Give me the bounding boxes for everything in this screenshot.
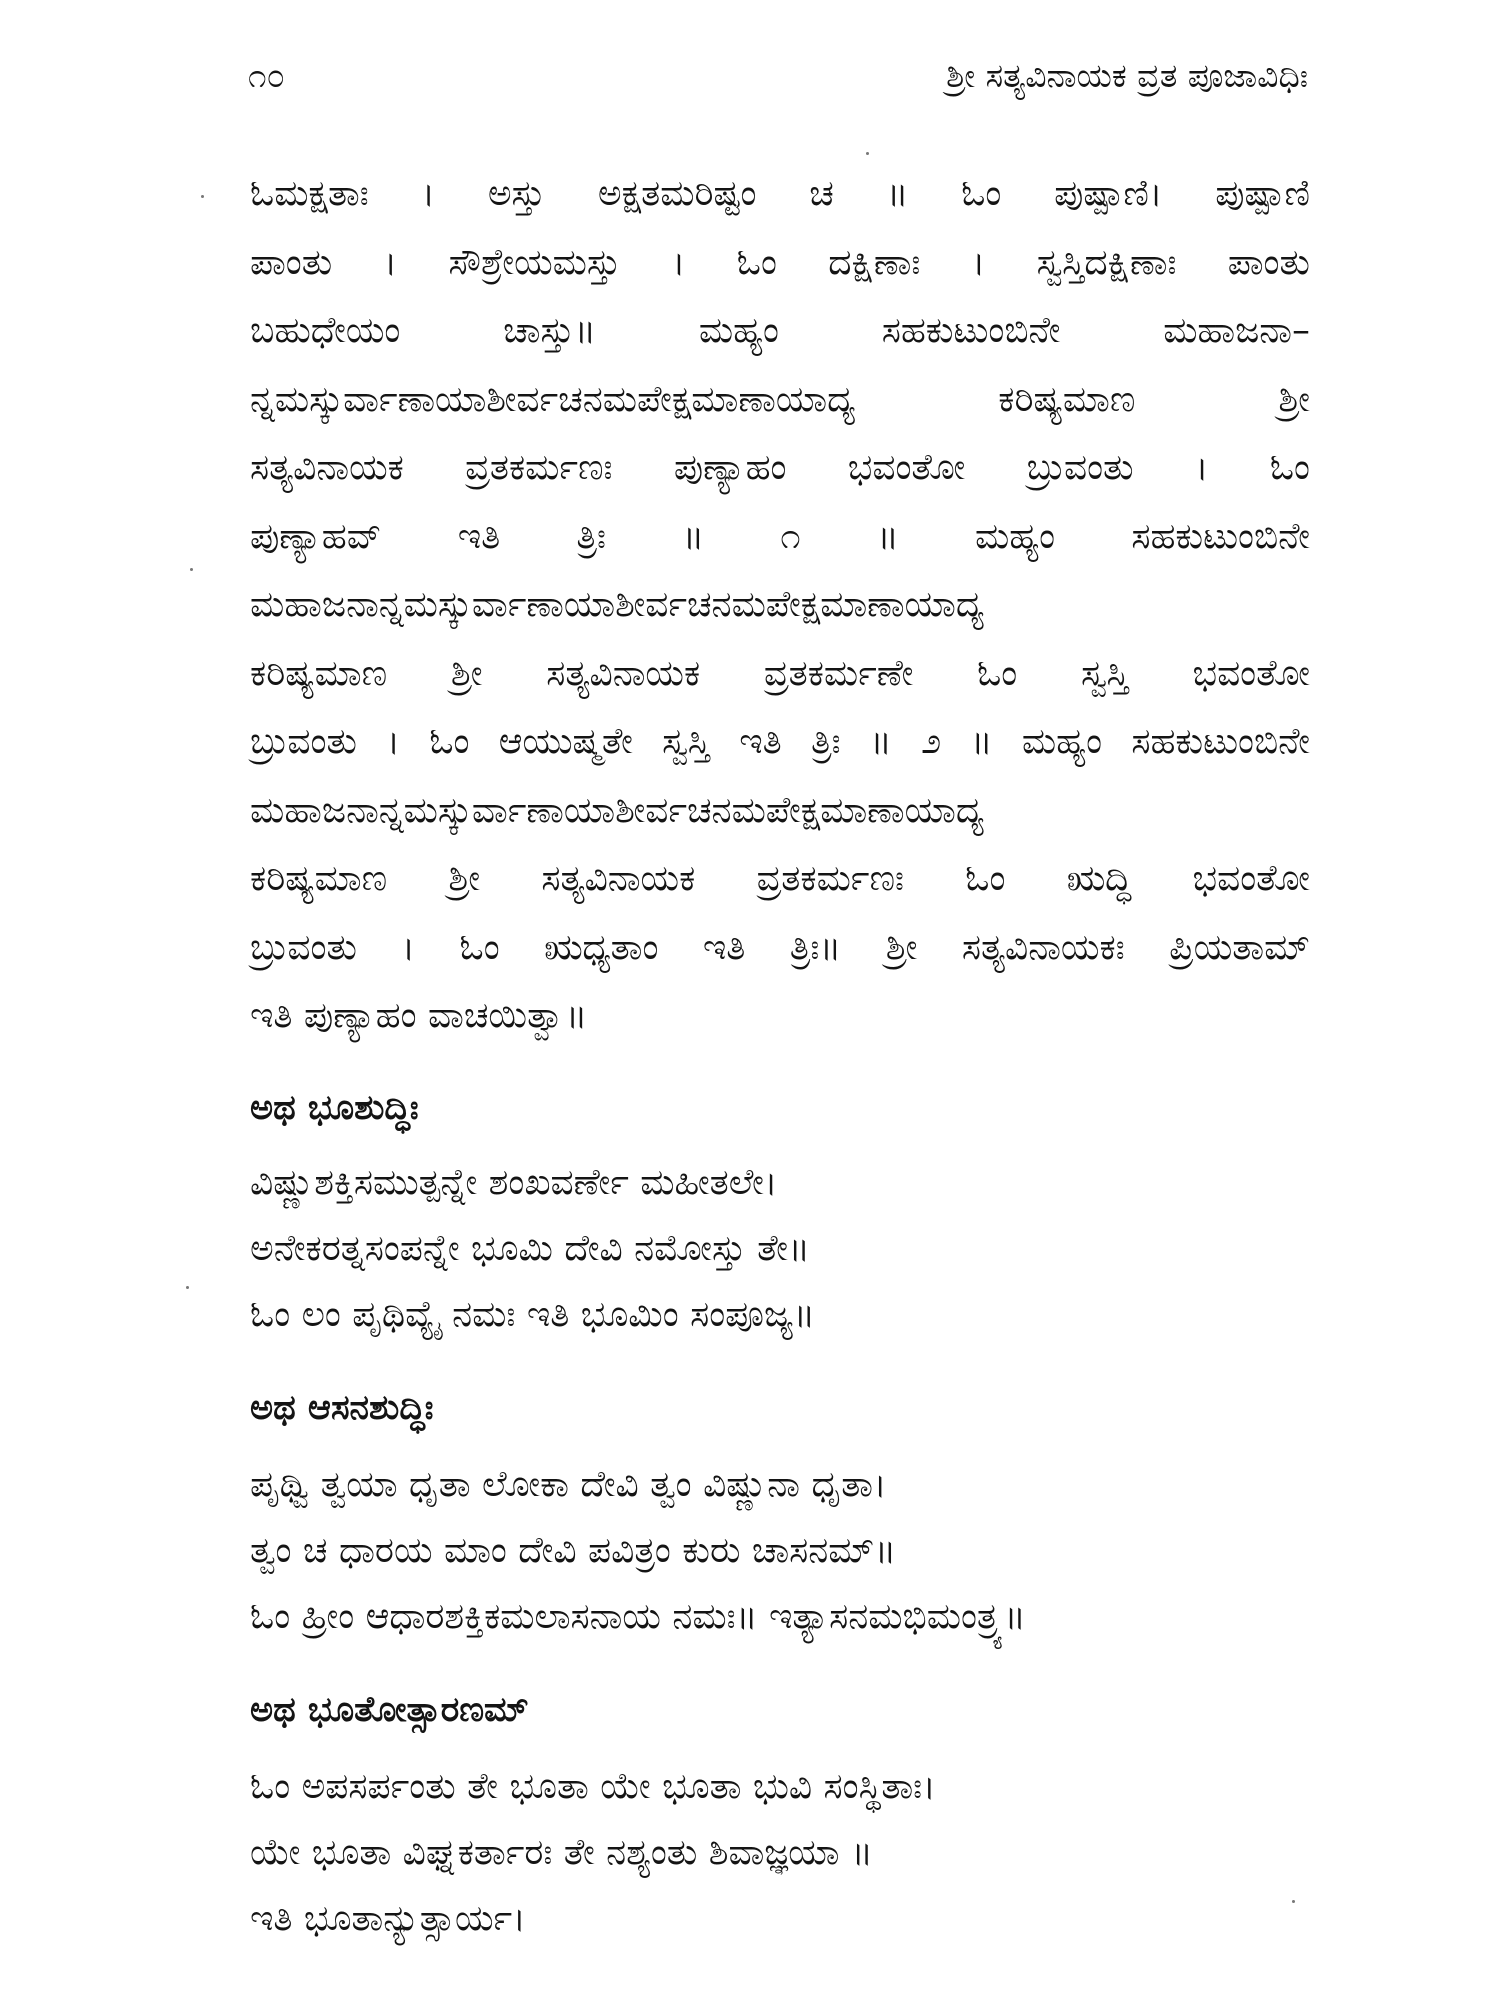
paragraph-line: ಪಾಂತು । ಸೌಶ್ರೇಯಮಸ್ತು । ಓಂ ದಕ್ಷಿಣಾಃ । ಸ್ವಸ್ತಿದಕ್ಷಿಣಾಃ ಪಾಂತು (250, 241, 1310, 283)
verse-line: ಅನೇಕರತ್ನಸಂಪನ್ನೇ ಭೂಮಿ ದೇವಿ ನಮೋಸ್ತು ತೇ॥ (250, 1228, 810, 1269)
verse-bhutotsaranam (250, 1754, 936, 1952)
scan-speck (866, 152, 869, 155)
verse-bhushuddhi (250, 1150, 815, 1348)
verse-line: ಓಂ ಲಂ ಪೃಥಿವ್ಯೈ ನಮಃ ಇತಿ ಭೂಮಿಂ ಸಂಪೂಜ್ಯ॥ (250, 1294, 816, 1335)
paragraph-line: ಇತಿ ಪುಣ್ಯಾಹಂ ವಾಚಯಿತ್ವಾ॥ (250, 995, 588, 1036)
page-number: ೧೦ (248, 56, 285, 95)
paragraph-line: ಬ್ರುವಂತು । ಓಂ ಆಯುಷ್ಮತೇ ಸ್ವಸ್ತಿ ಇತಿ ತ್ರಿಃ ॥ ೨ ॥ ಮಹ್ಯಂ ಸಹಕುಟುಂಬಿನೇ (250, 721, 1310, 762)
paragraph-line: ಮಹಾಜನಾನ್ನಮಸ್ಕುರ್ವಾಣಾಯಾಶೀರ್ವಚನಮಪೇಕ್ಷಮಾಣಾಯಾದ್ಯ (250, 584, 985, 625)
paragraph-line: ಬ್ರುವಂತು । ಓಂ ಋಧ್ಯತಾಂ ಇತಿ ತ್ರಿಃ॥ ಶ್ರೀ ಸತ್ಯವಿನಾಯಕಃ ಪ್ರಿಯತಾಮ್ (250, 926, 1310, 968)
verse-line: ಇತಿ ಭೂತಾನ್ಯುತ್ಸಾರ್ಯ। (250, 1898, 526, 1939)
verse-line: ಯೇ ಭೂತಾ ವಿಘ್ನಕರ್ತಾರಃ ತೇ ನಶ್ಯಂತು ಶಿವಾಜ್ಞಯಾ ॥ (250, 1832, 873, 1873)
page-header (248, 56, 1308, 106)
scan-speck (201, 195, 204, 198)
section-heading-bhutotsaranam: ಅಥ ಭೂತೋತ್ಸಾರಣಮ್ (250, 1690, 529, 1730)
section-heading-asanashuddhi: ಅಥ ಆಸನಶುದ್ಧಿಃ (250, 1388, 434, 1428)
paragraph-line: ಮಹಾಜನಾನ್ನಮಸ್ಕುರ್ವಾಣಾಯಾಶೀರ್ವಚನಮಪೇಕ್ಷಮಾಣಾಯಾದ್ಯ (250, 789, 985, 831)
paragraph-line: ಕರಿಷ್ಯಮಾಣ ಶ್ರೀ ಸತ್ಯವಿನಾಯಕ ವ್ರತಕರ್ಮಣಃ ಓಂ ಋದ್ಧಿ ಭವಂತೋ (250, 858, 1310, 899)
paragraph-line: ಸತ್ಯವಿನಾಯಕ ವ್ರತಕರ್ಮಣಃ ಪುಣ್ಯಾಹಂ ಭವಂತೋ ಬ್ರುವಂತು । ಓಂ (250, 447, 1310, 488)
verse-line: ವಿಷ್ಣುಶಕ್ತಿಸಮುತ್ಪನ್ನೇ ಶಂಖವರ್ಣೇ ಮಹೀತಲೇ। (250, 1162, 778, 1203)
paragraph-line: ನ್ನಮಸ್ಕುರ್ವಾಣಾಯಾಶೀರ್ವಚನಮಪೇಕ್ಷಮಾಣಾಯಾದ್ಯ ಕರಿಷ್ಯಮಾಣ ಶ್ರೀ (250, 378, 1310, 420)
punyahavachana-paragraph (250, 160, 1310, 1051)
paragraph-line: ಓಮಕ್ಷತಾಃ । ಅಸ್ತು ಅಕ್ಷತಮರಿಷ್ಟಂ ಚ ॥ ಓಂ ಪುಷ್ಪಾಣಿ। ಪುಷ್ಪಾಣಿ (250, 173, 1310, 214)
verse-line: ಪೃಥ್ವಿ ತ್ವಯಾ ಧೃತಾ ಲೋಕಾ ದೇವಿ ತ್ವಂ ವಿಷ್ಣುನಾ ಧೃತಾ। (250, 1464, 887, 1505)
verse-line: ಓಂ ಹ್ರೀಂ ಆಧಾರಶಕ್ತಿಕಮಲಾಸನಾಯ ನಮಃ॥ ಇತ್ಯಾಸನಮಭಿಮಂತ್ರ್ಯ॥ (250, 1596, 1026, 1637)
section-heading-bhushuddhi: ಅಥ ಭೂಶುದ್ಧಿಃ (250, 1088, 419, 1128)
running-title: ಶ್ರೀ ಸತ್ಯವಿನಾಯಕ ವ್ರತ ಪೂಜಾವಿಧಿಃ (946, 56, 1308, 95)
verse-line: ತ್ವಂ ಚ ಧಾರಯ ಮಾಂ ದೇವಿ ಪವಿತ್ರಂ ಕುರು ಚಾಸನಮ್॥ (250, 1530, 897, 1571)
verse-line: ಓಂ ಅಪಸರ್ಪಂತು ತೇ ಭೂತಾ ಯೇ ಭೂತಾ ಭುವಿ ಸಂಸ್ಥಿತಾಃ। (250, 1766, 936, 1807)
paragraph-line: ಕರಿಷ್ಯಮಾಣ ಶ್ರೀ ಸತ್ಯವಿನಾಯಕ ವ್ರತಕರ್ಮಣೇ ಓಂ ಸ್ವಸ್ತಿ ಭವಂತೋ (250, 652, 1310, 694)
paragraph-line: ಪುಣ್ಯಾಹವ್ ಇತಿ ತ್ರಿಃ ॥ ೧ ॥ ಮಹ್ಯಂ ಸಹಕುಟುಂಬಿನೇ (250, 515, 1310, 557)
verse-asanashuddhi (250, 1452, 1026, 1650)
scan-speck (1292, 1900, 1295, 1903)
paragraph-line: ಬಹುಧೇಯಂ ಚಾಸ್ತು॥ ಮಹ್ಯಂ ಸಹಕುಟುಂಬಿನೇ ಮಹಾಜನಾ– (250, 310, 1310, 351)
scan-speck (190, 568, 193, 571)
scan-speck (186, 1286, 189, 1289)
